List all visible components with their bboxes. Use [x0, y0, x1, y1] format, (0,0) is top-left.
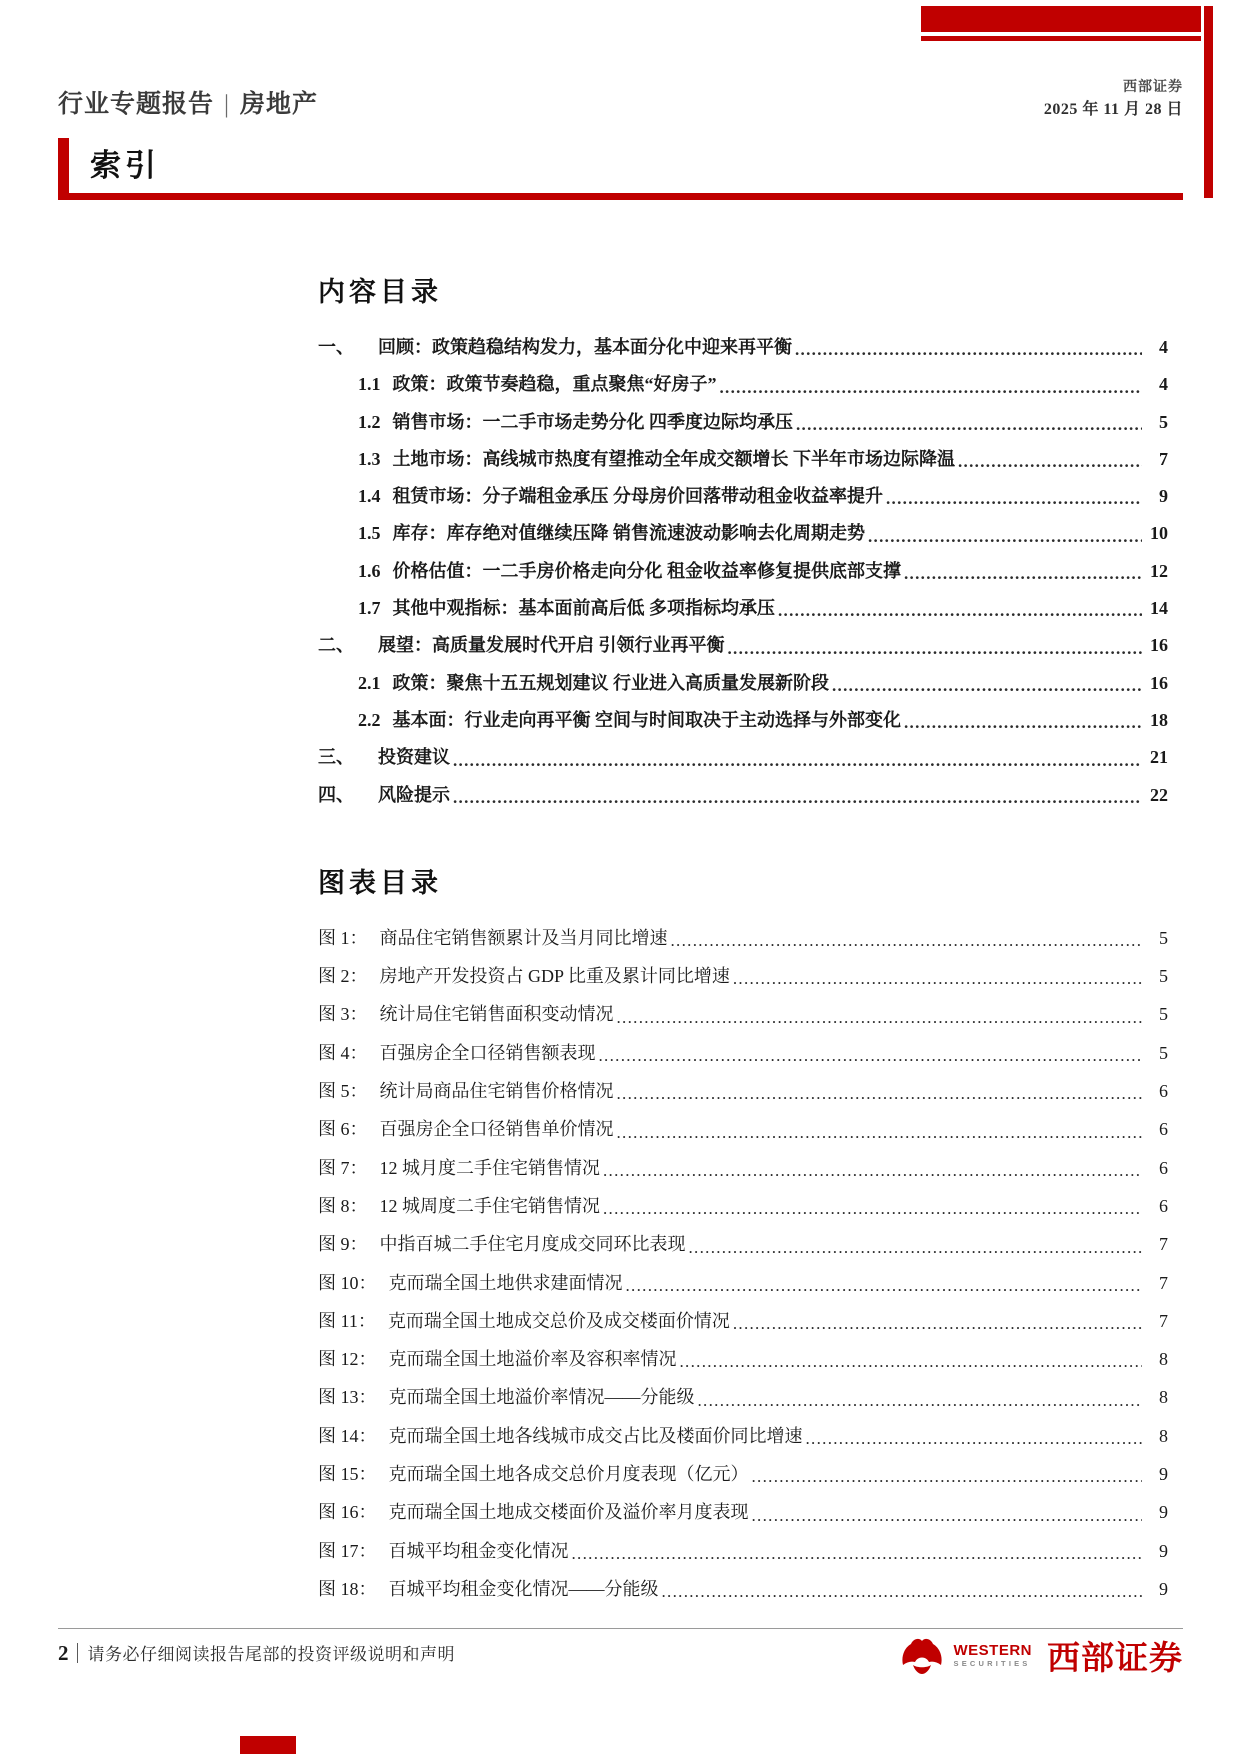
toc-entry[interactable] [318, 1577, 1168, 1601]
toc-entry-label: 克而瑞全国土地成交总价及成交楼面价情况 [387, 1310, 730, 1331]
toc-entry-number: 图 10： [318, 1272, 377, 1293]
toc-entry-number: 图 7： [318, 1157, 368, 1178]
contents-heading: 内容目录 [318, 277, 442, 307]
toc-entry-page-number: 7 [1159, 1272, 1168, 1293]
toc-leader-dots [599, 1047, 1143, 1065]
toc-leader-dots [671, 932, 1143, 950]
toc-entry[interactable] [318, 484, 1168, 508]
header-date: 2025 年 11 月 28 日 [1043, 101, 1183, 119]
toc-leader-dots [778, 602, 1142, 620]
toc-entry-label: 展望：高质量发展时代开启 引领行业再平衡 [378, 635, 725, 656]
toc-entry-number: 四、 [318, 784, 354, 805]
toc-entry-label: 12 城周度二手住宅销售情况 [379, 1195, 600, 1216]
toc-entry-page-number: 4 [1159, 374, 1168, 395]
toc-entry-number: 三、 [318, 747, 354, 768]
toc-entry-page-number: 5 [1159, 966, 1168, 987]
toc-entry-number: 一、 [318, 337, 354, 357]
toc-entry-number: 1.6 [358, 560, 381, 581]
toc-entry-number: 2.1 [358, 672, 381, 693]
index-banner [58, 138, 1183, 200]
toc-entry-page-number: 8 [1159, 1387, 1168, 1408]
toc-entry-label: 基本面：行业走向再平衡 空间与时间取决于主动选择与外部变化 [392, 709, 901, 730]
toc-entry-page-number: 16 [1150, 635, 1168, 656]
toc-entry-number: 图 11： [318, 1310, 376, 1331]
toc-entry[interactable] [318, 521, 1168, 545]
toc-entry[interactable] [318, 633, 1168, 657]
toc-entry[interactable] [318, 1079, 1168, 1103]
toc-entry[interactable] [318, 1385, 1168, 1409]
toc-entry-page-number: 6 [1159, 1119, 1168, 1140]
toc-entry-label: 房地产开发投资占 GDP 比重及累计同比增速 [379, 966, 730, 987]
toc-entry-number: 图 8： [318, 1195, 368, 1216]
toc-entry-label: 销售市场：一二手市场走势分化 四季度边际均承压 [392, 411, 793, 432]
toc-entry-number: 图 4： [318, 1042, 368, 1063]
toc-entry[interactable] [318, 1539, 1168, 1563]
corner-bracket-top-thin-bar [921, 36, 1201, 41]
footer-divider-rule [58, 1628, 1183, 1629]
toc-entry[interactable] [318, 783, 1168, 807]
toc-entry-label: 其他中观指标：基本面前高后低 多项指标均承压 [392, 598, 775, 619]
toc-entry-label: 百城平均租金变化情况——分能级 [388, 1578, 659, 1599]
toc-entry-label: 投资建议 [378, 747, 450, 768]
toc-entry-page-number: 8 [1159, 1425, 1168, 1446]
toc-entry[interactable] [318, 372, 1168, 396]
toc-entry-page-number: 18 [1150, 709, 1168, 730]
toc-entry-label: 百强房企全口径销售单价情况 [379, 1119, 614, 1140]
footer-page-number: 2 [58, 1641, 69, 1665]
toc-leader-dots [617, 1124, 1143, 1142]
toc-entry[interactable] [318, 708, 1168, 732]
toc-entry-number: 2.2 [358, 709, 381, 730]
corner-bracket-right-bar [1204, 6, 1213, 198]
toc-entry-page-number: 7 [1159, 448, 1168, 469]
toc-entry-page-number: 9 [1159, 1578, 1168, 1599]
corner-bottom-decoration [0, 1730, 300, 1754]
toc-leader-dots [680, 1353, 1143, 1371]
toc-entry-number: 图 5： [318, 1081, 368, 1102]
logo-en-text: WESTERN [953, 1642, 1032, 1660]
toc-entry-number: 1.3 [358, 448, 381, 469]
toc-entry-label: 价格估值：一二手房价格走向分化 租金收益率修复提供底部支撑 [392, 560, 901, 581]
toc-entry[interactable] [318, 1232, 1168, 1256]
toc-entry-number: 图 2： [318, 966, 368, 987]
toc-leader-dots [603, 1162, 1142, 1180]
toc-entry-label: 统计局住宅销售面积变动情况 [379, 1004, 614, 1025]
toc-leader-dots [832, 677, 1142, 695]
toc-entry[interactable] [318, 964, 1168, 988]
toc-leader-dots [617, 1085, 1143, 1103]
toc-entry-label: 租赁市场：分子端租金承压 分母房价回落带动租金收益率提升 [392, 486, 883, 507]
toc-entry-page-number: 12 [1150, 560, 1168, 581]
toc-entry-number: 1.2 [358, 411, 381, 432]
toc-entry-number: 图 13： [318, 1387, 377, 1408]
footer-brand-logo [899, 1632, 1184, 1679]
toc-entry-page-number: 8 [1159, 1349, 1168, 1370]
toc-entry-number: 图 18： [318, 1578, 377, 1599]
toc-leader-dots [904, 565, 1142, 583]
toc-leader-dots [806, 1430, 1143, 1448]
toc-leader-dots [958, 453, 1142, 471]
toc-entry-page-number: 9 [1159, 486, 1168, 507]
toc-entry-number: 图 6： [318, 1119, 368, 1140]
toc-leader-dots [453, 789, 1142, 807]
toc-entry-page-number: 4 [1159, 337, 1168, 357]
toc-leader-dots [572, 1545, 1143, 1563]
toc-entry-number: 图 3： [318, 1004, 368, 1025]
toc-entry-number: 图 14： [318, 1425, 377, 1446]
toc-entry-label: 政策：政策节奏趋稳，重点聚焦“好房子” [392, 374, 717, 395]
toc-entry[interactable] [318, 1462, 1168, 1486]
toc-entry[interactable] [318, 1309, 1168, 1333]
toc-leader-dots [752, 1507, 1143, 1525]
toc-leader-dots [733, 970, 1142, 988]
toc-entry-number: 图 15： [318, 1464, 377, 1485]
toc-entry[interactable] [318, 447, 1168, 471]
toc-leader-dots [795, 341, 1142, 359]
toc-entry-label: 百城平均租金变化情况 [388, 1540, 569, 1561]
logo-wordmark-en [954, 1643, 1033, 1668]
toc-entry[interactable] [318, 1156, 1168, 1180]
toc-entry-number: 1.4 [358, 486, 381, 507]
footer-disclaimer: 请务必仔细阅读报告尾部的投资评级说明和声明 [87, 1645, 455, 1664]
toc-entry-page-number: 9 [1159, 1464, 1168, 1485]
toc-leader-dots [698, 1392, 1143, 1410]
toc-leader-dots [904, 714, 1142, 732]
toc-entry-label: 政策：聚焦十五五规划建议 行业进入高质量发展新阶段 [392, 672, 829, 693]
toc-entry[interactable] [318, 1347, 1168, 1371]
header-separator: | [224, 91, 231, 118]
toc-entry-label: 中指百城二手住宅月度成交同环比表现 [379, 1234, 686, 1255]
toc-entry[interactable] [318, 1500, 1168, 1524]
toc-entry[interactable] [318, 1194, 1168, 1218]
index-banner-accent-bar [58, 138, 69, 193]
toc-entry-label: 回顾：政策趋稳结构发力，基本面分化中迎来再平衡 [378, 337, 792, 357]
toc-entry[interactable] [318, 1041, 1168, 1065]
page-title: 索引 [90, 148, 160, 183]
toc-entry[interactable] [318, 410, 1168, 434]
bull-logo-icon [899, 1635, 945, 1677]
toc-leader-dots [453, 752, 1142, 770]
header-sector: 房地产 [240, 91, 319, 118]
toc-entry-number: 1.5 [358, 523, 381, 544]
toc-leader-dots [626, 1277, 1143, 1295]
toc-entry[interactable] [318, 671, 1168, 695]
toc-entry-page-number: 6 [1159, 1081, 1168, 1102]
toc-leader-dots [752, 1468, 1143, 1486]
toc-entry-page-number: 7 [1159, 1310, 1168, 1331]
toc-entry-page-number: 5 [1159, 1042, 1168, 1063]
logo-en-subtext: SECURITIES [953, 1659, 1031, 1669]
toc-entry-label: 克而瑞全国土地成交楼面价及溢价率月度表现 [388, 1502, 749, 1523]
logo-cn-text: 西部证券 [1047, 1641, 1183, 1677]
corner-bottom-bar [240, 1736, 296, 1754]
toc-entry-number: 1.1 [358, 374, 381, 395]
toc-entry-page-number: 9 [1159, 1540, 1168, 1561]
toc-entry-label: 库存：库存绝对值继续压降 销售流速波动影响去化周期走势 [392, 523, 865, 544]
toc-leader-dots [603, 1200, 1142, 1218]
toc-entry-page-number: 16 [1150, 672, 1168, 693]
toc-entry-number: 二、 [318, 635, 354, 656]
toc-leader-dots [728, 640, 1143, 658]
header-firm-and-date [1044, 78, 1183, 121]
toc-entry-label: 统计局商品住宅销售价格情况 [379, 1081, 614, 1102]
toc-entry-label: 12 城月度二手住宅销售情况 [379, 1157, 600, 1178]
toc-entry-page-number: 6 [1159, 1157, 1168, 1178]
toc-leader-dots [662, 1583, 1143, 1601]
toc-entry-page-number: 9 [1159, 1502, 1168, 1523]
toc-entry-label: 克而瑞全国土地各成交总价月度表现（亿元） [388, 1464, 749, 1485]
toc-entry-label: 百强房企全口径销售额表现 [379, 1042, 596, 1063]
toc-entry-label: 风险提示 [378, 784, 450, 805]
toc-leader-dots [617, 1009, 1143, 1027]
footer-vertical-divider [77, 1643, 78, 1663]
toc-entry-page-number: 5 [1159, 411, 1168, 432]
toc-entry-page-number: 10 [1150, 523, 1168, 544]
toc-entry-page-number: 5 [1159, 1004, 1168, 1025]
toc-leader-dots [796, 416, 1142, 434]
toc-entry[interactable] [318, 335, 1168, 359]
toc-entry-label: 克而瑞全国土地溢价率情况——分能级 [388, 1387, 695, 1408]
toc-entry-page-number: 14 [1150, 598, 1168, 619]
toc-entry-label: 商品住宅销售额累计及当月同比增速 [379, 927, 668, 948]
toc-entry-number: 图 1： [318, 927, 368, 948]
toc-entry-page-number: 22 [1150, 784, 1168, 805]
document-footer [58, 1628, 1183, 1702]
toc-entry[interactable] [318, 559, 1168, 583]
toc-entry-label: 克而瑞全国土地供求建面情况 [388, 1272, 623, 1293]
header-firm-name: 西部证券 [1123, 80, 1183, 95]
toc-entry-page-number: 6 [1159, 1195, 1168, 1216]
toc-entry-number: 图 9： [318, 1234, 368, 1255]
header-report-type: 行业专题报告 [58, 91, 215, 118]
footer-left-group [58, 1640, 455, 1666]
toc-entry-label: 克而瑞全国土地各线城市成交占比及楼面价同比增速 [388, 1425, 803, 1446]
corner-bracket-top-bar [921, 6, 1201, 32]
toc-entry[interactable] [318, 926, 1168, 950]
toc-entry-page-number: 21 [1150, 747, 1168, 768]
toc-entry-label: 土地市场：高线城市热度有望推动全年成交额增长 下半年市场边际降温 [392, 448, 955, 469]
toc-leader-dots [733, 1315, 1142, 1333]
toc-entry-label: 克而瑞全国土地溢价率及容积率情况 [388, 1349, 677, 1370]
toc-entry[interactable] [318, 1424, 1168, 1448]
toc-entry[interactable] [318, 745, 1168, 769]
toc-entry-page-number: 5 [1159, 927, 1168, 948]
toc-entry[interactable] [318, 1002, 1168, 1026]
table-of-contents-body [318, 270, 1168, 1615]
figures-list [318, 926, 1168, 1601]
document-header [58, 78, 1183, 134]
toc-leader-dots [868, 528, 1142, 546]
toc-entry-page-number: 7 [1159, 1234, 1168, 1255]
toc-entry-number: 图 16： [318, 1502, 377, 1523]
figures-heading: 图表目录 [318, 867, 442, 898]
index-banner-rule [58, 193, 1183, 200]
toc-entry[interactable] [318, 1271, 1168, 1295]
toc-leader-dots [720, 379, 1143, 397]
toc-entry-number: 图 17： [318, 1540, 377, 1561]
contents-list [318, 335, 1168, 807]
toc-entry-number: 1.7 [358, 598, 381, 619]
toc-leader-dots [886, 490, 1142, 508]
header-report-type-and-sector [58, 84, 318, 120]
toc-entry[interactable] [318, 596, 1168, 620]
toc-entry[interactable] [318, 1117, 1168, 1141]
toc-entry-number: 图 12： [318, 1349, 377, 1370]
toc-leader-dots [689, 1239, 1143, 1257]
